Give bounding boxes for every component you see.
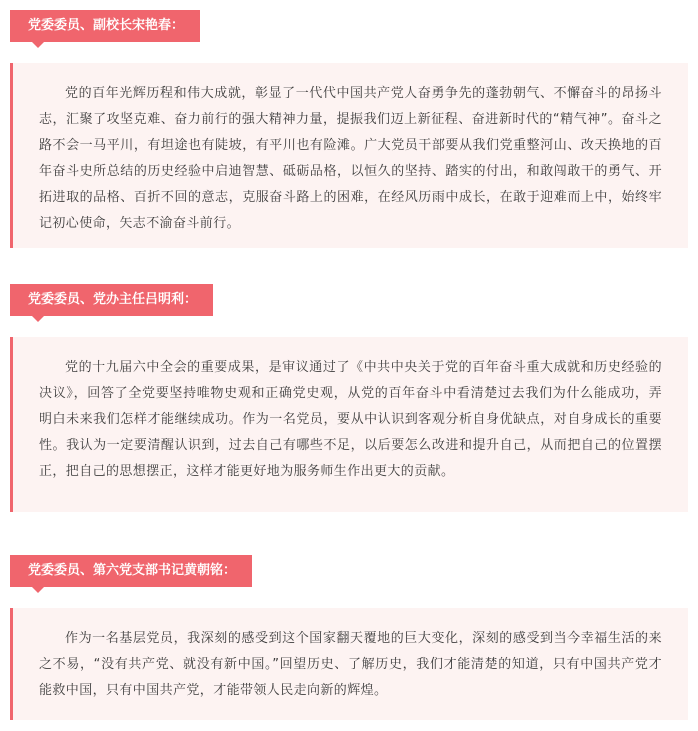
label-pointer	[32, 42, 44, 48]
label-pointer	[32, 587, 44, 593]
speaker-label	[10, 284, 213, 316]
quote-text: 党的百年光辉历程和伟大成就，彰显了一代代中国共产党人奋勇争先的蓬勃朝气、不懈奋斗的昂扬斗志，汇聚了攻坚克难、奋力前行的强大精神力量，提振我们迈上新征程、奋进新时代的“精气神”。奋斗之路不会一马平川，有坦途也有陡坡，有平川也有险滩。广大党员干部要从我们党重整河山、改天换地的百年奋斗史所总结的历史经验中启迪智慧、砥砺品格，以恒久的坚持、踏实的付出，和敢闯敢干的勇气、开拓进取的品格、百折不回的意志，克服奋斗路上的困难，在经风历雨中成长，在敢于迎难而上中，始终牢记初心使命，矢志不渝奋斗前行。	[39, 86, 662, 231]
quote-text: 党的十九届六中全会的重要成果，是审议通过了《中共中央关于党的百年奋斗重大成就和历史经验的决议》，回答了全党要坚持唯物史观和正确党史观，从党的百年奋斗中看清楚过去我们为什么能成功，弄明白未来我们怎样才能继续成功。作为一名党员，要从中认识到客观分析自身优缺点，对自身成长的重要性。我认为一定要清醒认识到，过去自己有哪些不足，以后要怎么改进和提升自己，从而把自己的位置摆正，把自己的思想摆正，这样才能更好地为服务师生作出更大的贡献。	[39, 360, 662, 479]
speaker-title: 党委委员、副校长宋艳春：	[28, 18, 185, 33]
quote-card	[10, 337, 688, 512]
speaker-label	[10, 10, 200, 42]
speaker-label	[10, 555, 252, 587]
quote-text: 作为一名基层党员，我深刻的感受到这个国家翻天覆地的巨大变化，深刻的感受到当今幸福生活的来之不易，“没有共产党、就没有新中国。”回望历史、了解历史，我们才能清楚的知道，只有中国共产党才能救中国，只有中国共产党，才能带领人民走向新的辉煌。	[39, 631, 662, 698]
quote-card	[10, 63, 688, 248]
speaker-title: 党委委员、第六党支部书记黄朝铭：	[28, 563, 237, 578]
label-pointer	[32, 316, 44, 322]
speaker-title: 党委委员、党办主任吕明利：	[28, 292, 198, 307]
quote-card	[10, 608, 688, 720]
